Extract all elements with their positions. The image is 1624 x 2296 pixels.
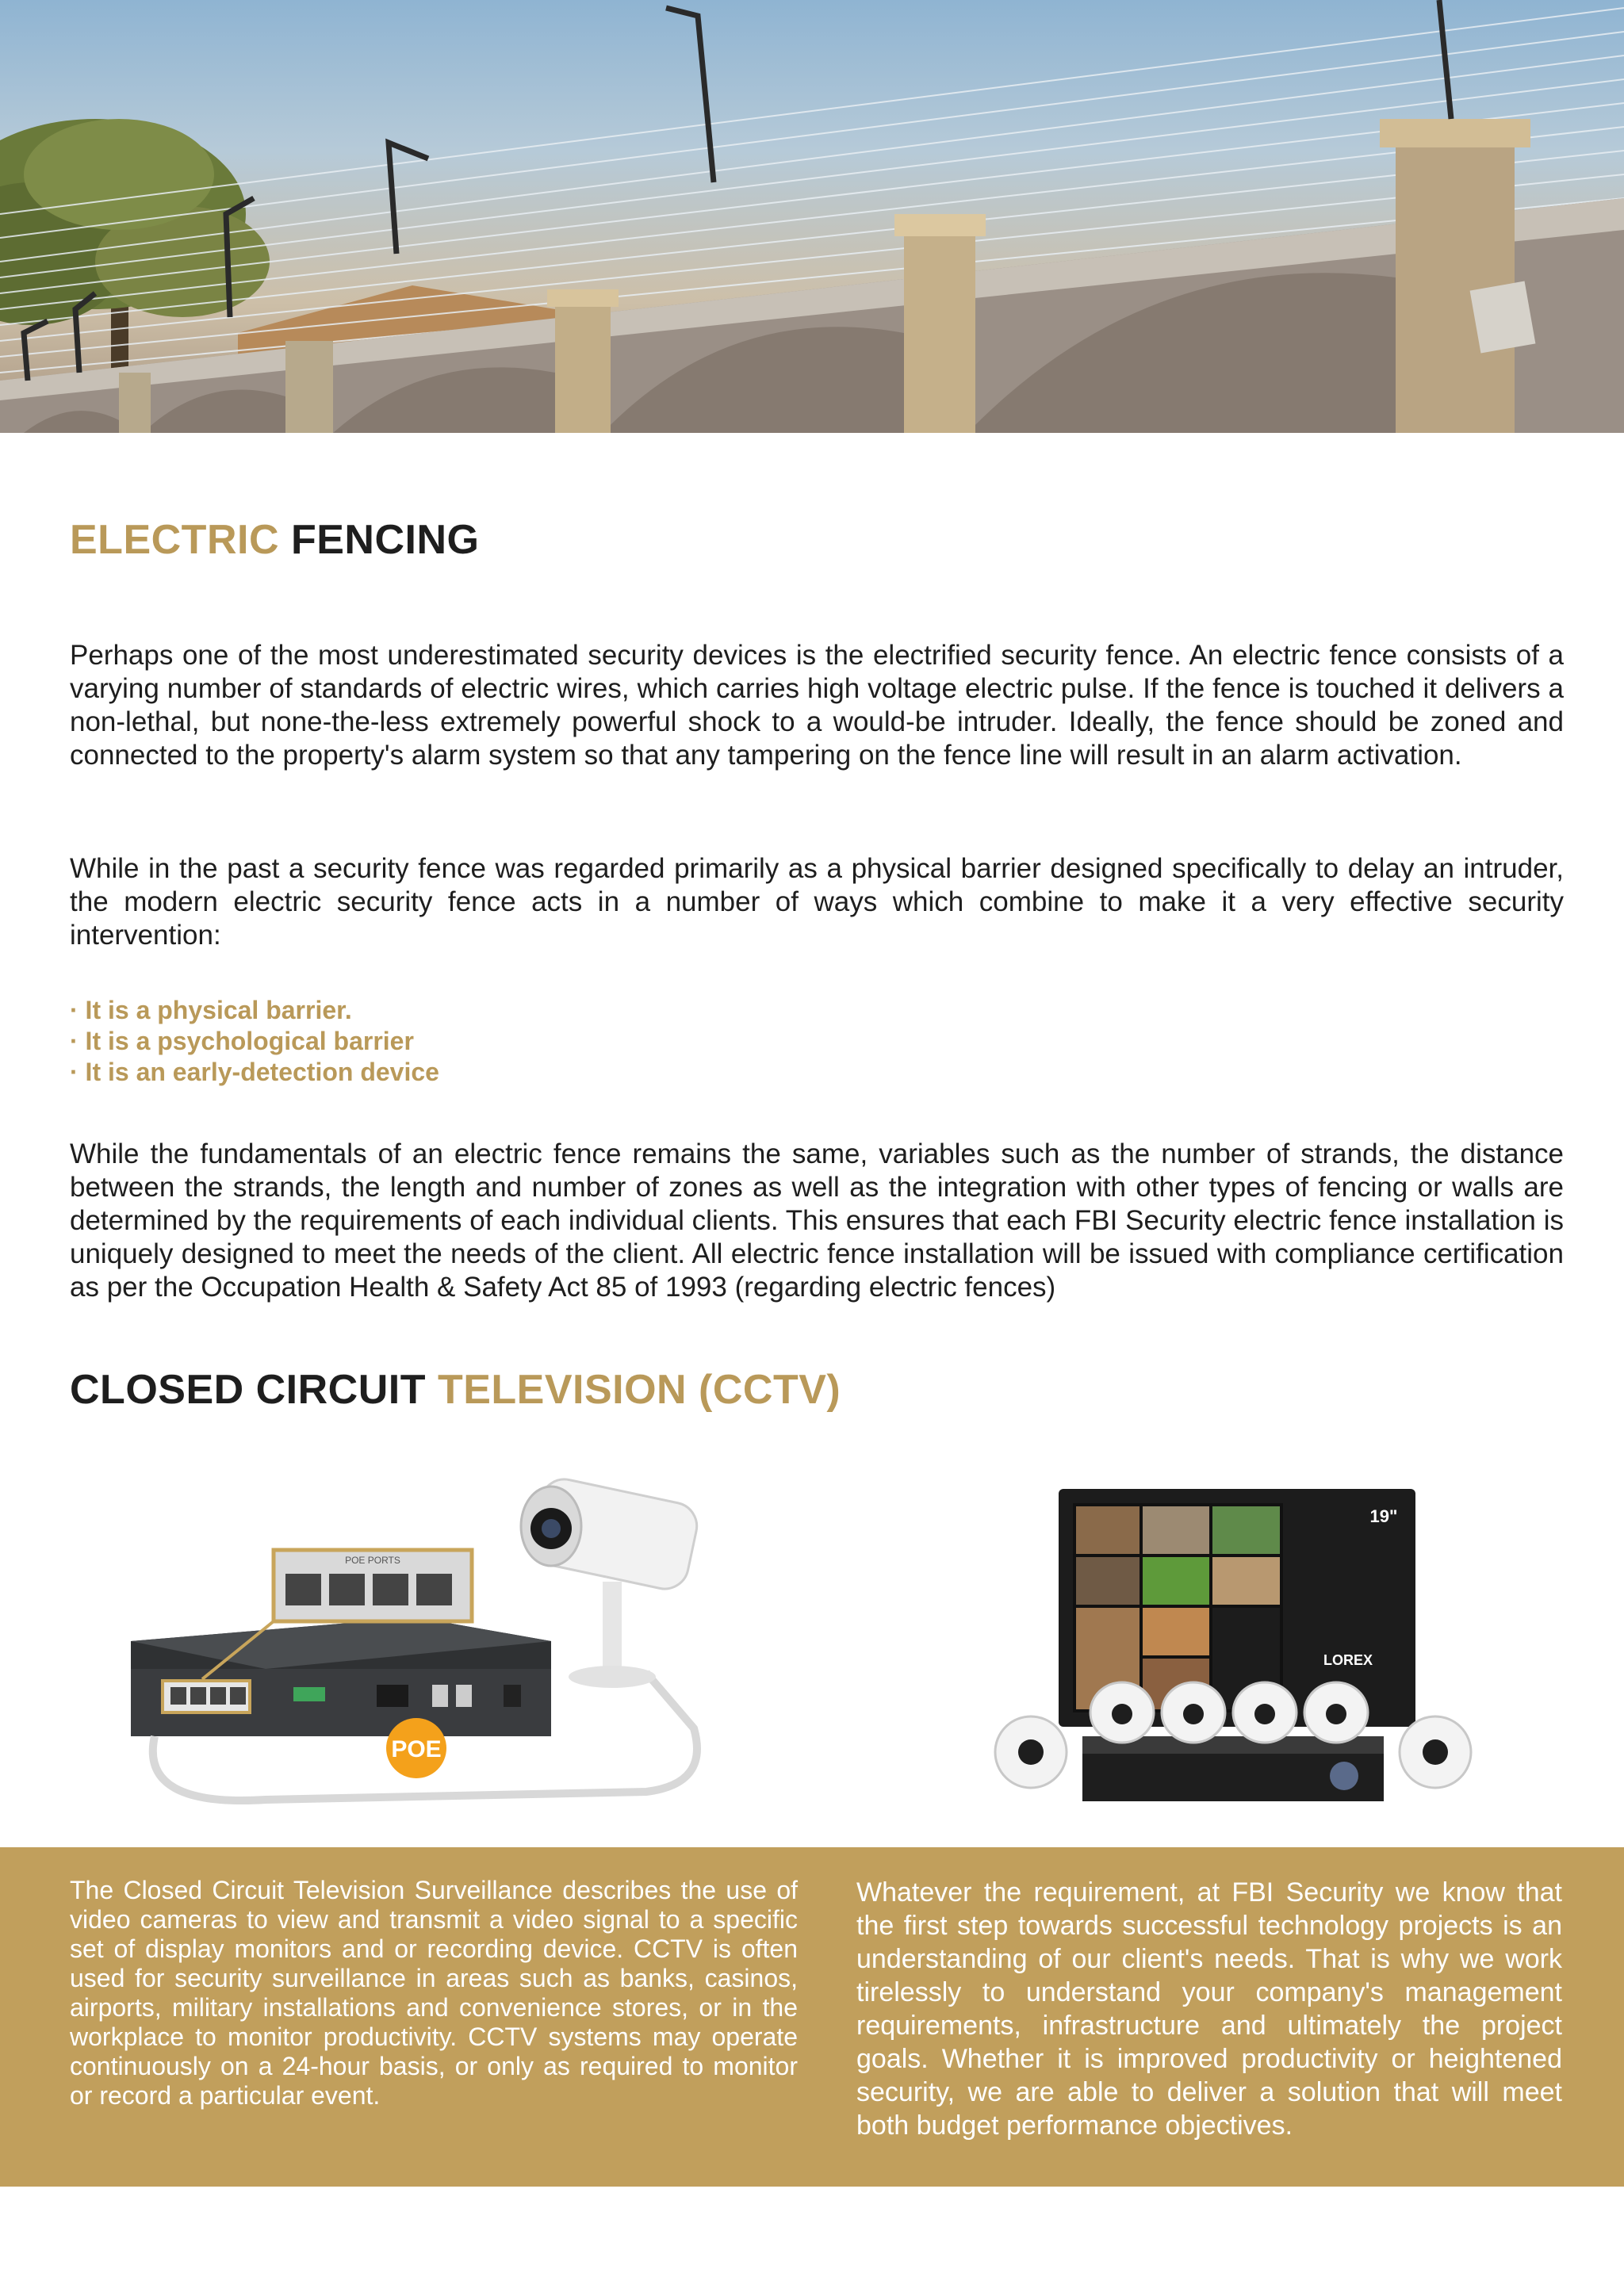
screen-size-label: 19" [1369,1506,1398,1526]
heading-rest: FENCING [290,517,480,563]
heading-rest: CLOSED CIRCUIT [70,1367,426,1413]
electric-fencing-paragraph-2: While in the past a security fence was regarded primarily as a physical barrier designed specifically to delay an intruder, the modern electric security fence acts in a number of ways which combine to make it a very effective security intervention: [70,853,1564,951]
cctv-info-band [0,1847,1624,2187]
heading-accent: TELEVISION (CCTV) [437,1367,841,1413]
list-item: · It is a psychological barrier [70,1027,414,1055]
list-item: · It is an early-detection device [70,1058,439,1086]
poe-badge-text: POE [391,1736,442,1762]
fence-illustration [0,0,1624,433]
electric-fencing-paragraph-3: While the fundamentals of an electric fence remains the same, variables such as the number of strands, the distance between the strands, the length and number of zones as well as the integration with other types of fencing or walls are determined by the requirements of each individual clients. This ensures that each FBI Security electric fence installation is uniquely designed to meet the needs of the client. All electric fence installation will be issued with compliance certification as per the Occupation Health & Safety Act 85 of 1993 (regarding electric fences) [70,1138,1564,1303]
electric-fencing-heading [70,517,1564,564]
fbi-security-commitment: Whatever the requirement, at FBI Security we know that the first step towards successful technology projects is an understanding of our client's needs. That is why we work tirelessly to understand your company's management requirements, infrastructure and ultimately the project goals. Whether it is improved productivity or heightened security, we are able to deliver a solution that will meet both budget performance objectives. [856,1877,1562,2141]
poe-ports-label: POE PORTS [345,1555,400,1566]
cctv-heading [70,1367,1564,1414]
brand-label: LOREX [1323,1652,1373,1668]
poe-nvr-camera-image [107,1475,741,1816]
electric-fencing-paragraph-1: Perhaps one of the most underestimated security devices is the electrified security fence. An electric fence consists of a varying number of standards of electric wires, which carries high voltage electric pulse. If the fence is touched it delivers a non-lethal, but none-the-less extremely powerful shock to a would-be intruder. Ideally, the fence should be zoned and connected to the property's alarm system so that any tampering on the fence line will result in an alarm activation. [70,640,1564,771]
monitor-dvr-dome-cameras-image [987,1475,1479,1816]
cctv-description: The Closed Circuit Television Surveillance describes the use of video cameras to view and transmit a video signal to a specific set of display monitors and or recording device. CCTV is often used for security surveillance in areas such as banks, casinos, airports, military installations and convenience stores, or in the workplace to monitor productivity. CCTV systems may operate continuously on a 24-hour basis, or only as required to monitor or record a particular event. [70,1876,798,2110]
heading-accent: ELECTRIC [70,517,279,563]
electric-fence-benefits-list [70,995,1564,1088]
list-item: · It is a physical barrier. [70,996,352,1024]
hero-fence-image [0,0,1624,433]
